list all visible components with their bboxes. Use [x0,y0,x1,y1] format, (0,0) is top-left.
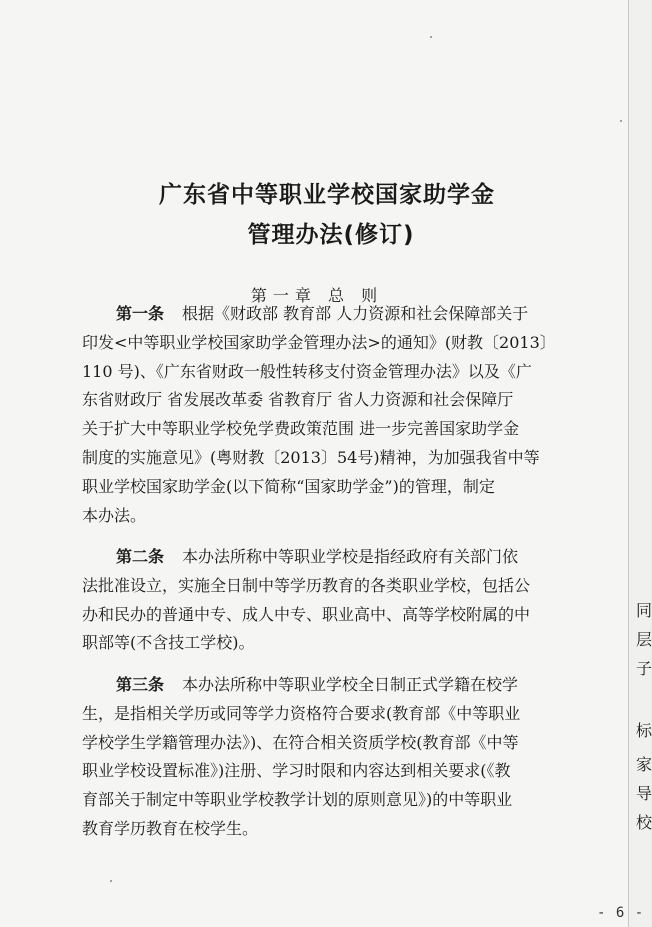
scan-speck [620,120,622,122]
article-3-label: 第三条 [116,675,165,694]
article-2-line: 职部等(不含技工学校)。 [82,633,255,653]
article-1-line: 110 号)、《广东省财政一般性转移支付资金管理办法》以及《广 [82,361,532,381]
article-3-line: 生，是指相关学历或同等学力资格符合要求(教育部《中等职业 [82,703,521,723]
article-1-line: 根据《财政部 教育部 人力资源和社会保障部关于 [182,304,529,323]
next-page-char: 子 [636,659,652,678]
article-2-line: 办和民办的普通中专、成人中专、职业高中、高等学校附属的中 [82,604,531,624]
scan-speck [110,880,112,882]
article-3-line: 学校学生学籍管理办法》)、在符合相关资质学校(教育部《中等 [82,732,519,752]
article-2-line: 本办法所称中等职业学校是指经政府有关部门依 [182,547,519,566]
article-3-line: 育部关于制定中等职业学校教学计划的原则意见》)的中等职业 [82,790,513,810]
article-1-line: 职业学校国家助学金(以下简称“国家助学金”)的管理，制定 [82,476,495,496]
article-1-line: 关于扩大中等职业学校免学费政策范围 进一步完善国家助学金 [82,419,520,439]
article-1 [82,300,582,530]
next-page-char: 家 [636,755,652,774]
chapter-heading: 第一章 总 则 [250,286,384,305]
article-1-line: 本办法。 [82,505,147,525]
next-page-char: 校 [636,813,652,832]
article-1-label: 第一条 [116,304,165,323]
next-page-char: 同 [636,601,652,620]
article-1-first-line [82,300,582,329]
document-title-line1: 广东省中等职业学校国家助学金 [159,182,495,208]
article-3-line: 职业学校设置标准》)注册、学习时限和内容达到相关要求(《教 [82,761,511,781]
document-title-line2: 管理办法(修订) [247,222,415,248]
article-2-first-line [82,543,582,572]
article-2 [82,543,582,658]
article-3 [82,671,582,844]
next-page-char: 标 [636,721,652,740]
article-1-line: 制度的实施意见》(粤财教〔2013〕54号)精神，为加强我省中等 [82,447,540,467]
next-page-char: 导 [636,784,652,803]
article-3-line: 教育学历教育在校学生。 [82,818,259,838]
article-1-line: 东省财政厅 省发展改革委 省教育厅 省人力资源和社会保障厅 [82,390,514,410]
article-3-first-line [82,671,582,700]
scan-speck [430,36,432,38]
article-1-line: 印发<中等职业学校国家助学金管理办法>的通知》(财教〔2013〕 [82,332,556,352]
article-2-line: 法批准设立，实施全日制中等学历教育的各类职业学校，包括公 [82,575,531,595]
next-page-char: 层 [636,630,652,649]
article-2-label: 第二条 [116,547,165,566]
article-3-line: 本办法所称中等职业学校全日制正式学籍在校学 [182,675,519,694]
page-number: - 6 - [597,905,645,921]
